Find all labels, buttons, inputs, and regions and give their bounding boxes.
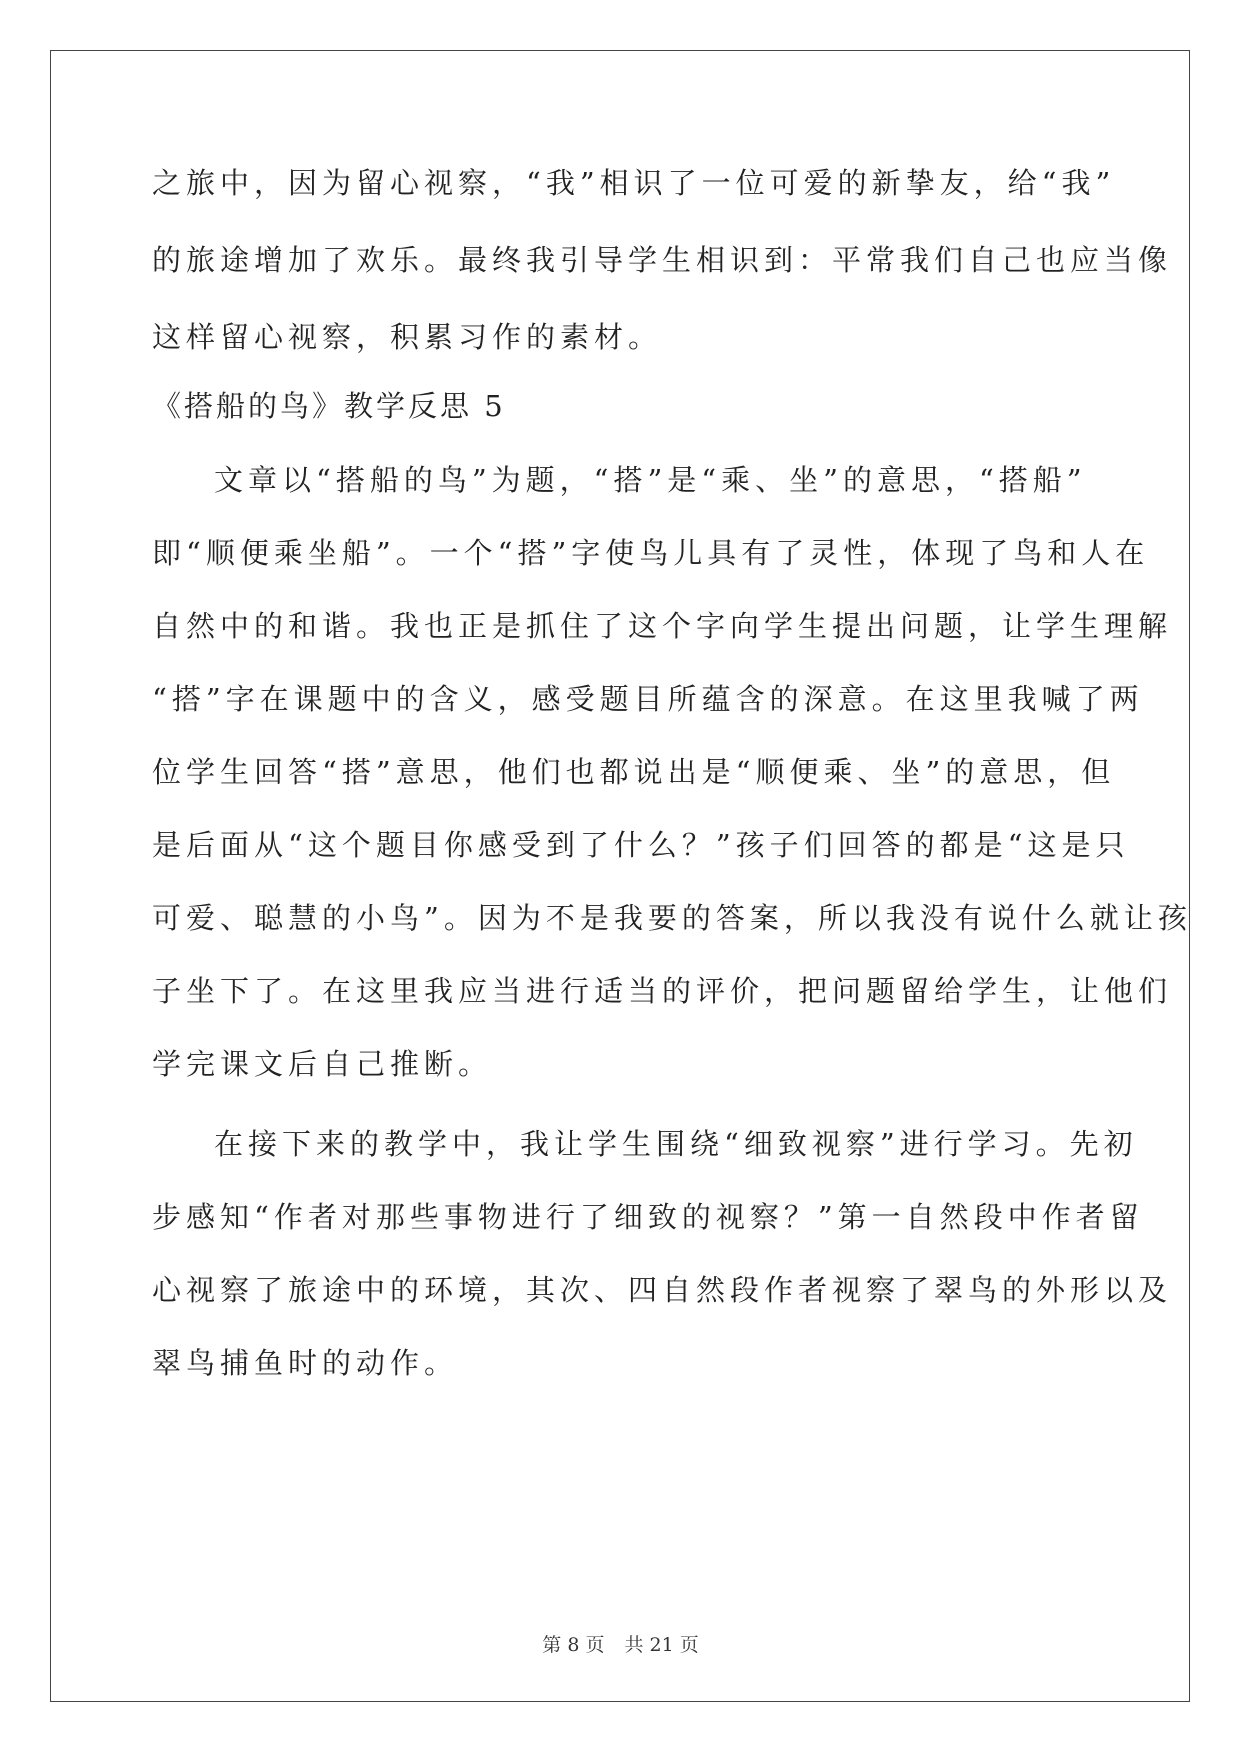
text-line: “搭”字在课题中的含义，感受题目所蕴含的深意。在这里我喊了两: [152, 682, 1144, 716]
text-line: 可爱、聪慧的小鸟”。因为不是我要的答案，所以我没有说什么就让孩: [152, 901, 1192, 935]
text-line: 子坐下了。在这里我应当进行适当的评价，把问题留给学生，让他们: [152, 974, 1173, 1008]
current-page-number: 第 8 页: [542, 1634, 605, 1656]
text-line: 的旅途增加了欢乐。最终我引导学生相识到：平常我们自己也应当像: [152, 243, 1173, 277]
text-line: 即“顺便乘坐船”。一个“搭”字使鸟儿具有了灵性，体现了鸟和人在: [152, 536, 1150, 570]
text-line: 之旅中，因为留心视察，“我”相识了一位可爱的新挚友，给“我”: [152, 166, 1116, 200]
section-heading: 《搭船的鸟》教学反思 5: [152, 389, 506, 423]
text-line: 自然中的和谐。我也正是抓住了这个字向学生提出问题，让学生理解: [152, 609, 1173, 643]
paragraph-first-line: 在接下来的教学中，我让学生围绕“细致视察”进行学习。先初: [214, 1127, 1138, 1161]
text-line: 位学生回答“搭”意思，他们也都说出是“顺便乘、坐”的意思，但: [152, 755, 1116, 789]
page-border: [50, 50, 1190, 1702]
page-footer: [0, 1633, 1241, 1657]
total-page-count: 共 21 页: [624, 1634, 699, 1656]
text-line: 这样留心视察，积累习作的素材。: [152, 320, 663, 354]
text-line: 心视察了旅途中的环境，其次、四自然段作者视察了翠鸟的外形以及: [152, 1273, 1173, 1307]
text-line: 是后面从“这个题目你感受到了什么？”孩子们回答的都是“这是只: [152, 828, 1130, 862]
paragraph-first-line: 文章以“搭船的鸟”为题，“搭”是“乘、坐”的意思，“搭船”: [214, 463, 1087, 497]
text-line: 翠鸟捕鱼时的动作。: [152, 1346, 459, 1380]
text-line: 步感知“作者对那些事物进行了细致的视察？”第一自然段中作者留: [152, 1200, 1144, 1234]
text-line: 学完课文后自己推断。: [152, 1047, 493, 1081]
